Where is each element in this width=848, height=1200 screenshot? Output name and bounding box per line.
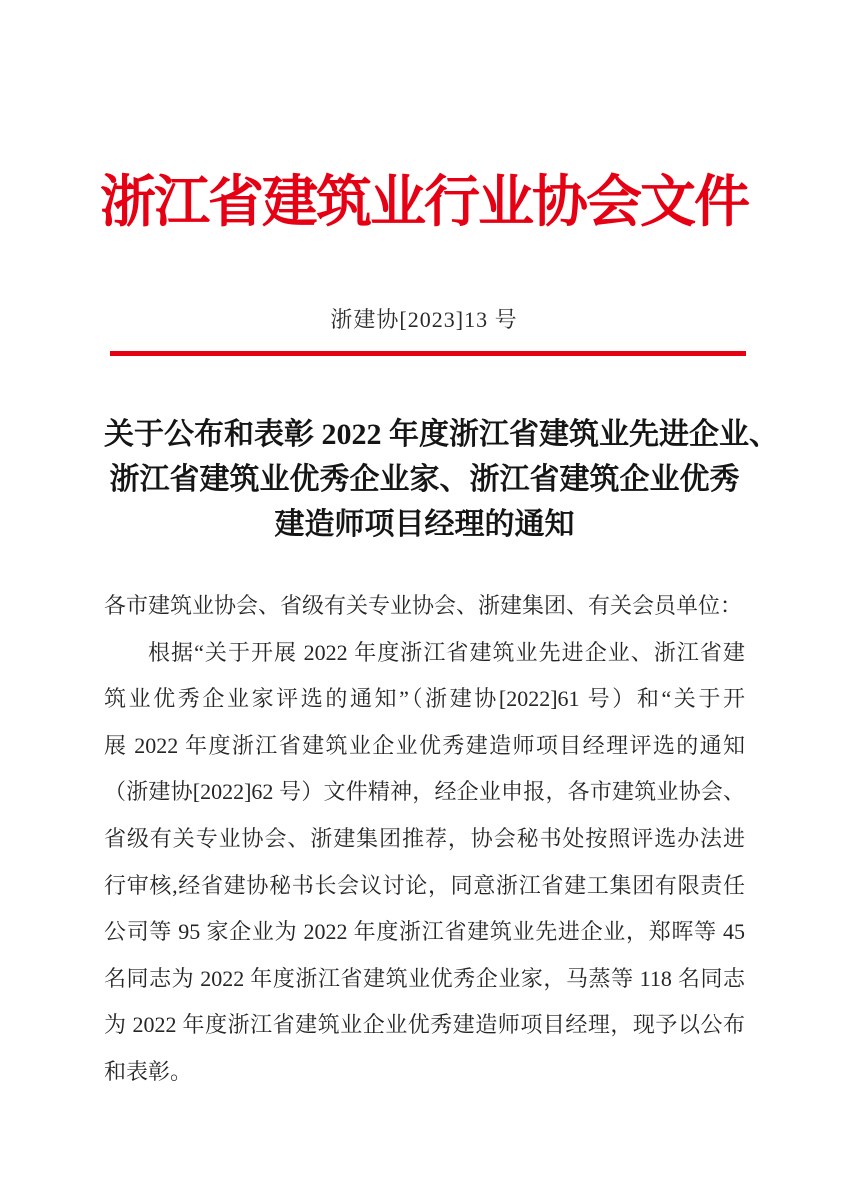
notice-title-line: 关于公布和表彰 2022 年度浙江省建筑业先进企业、	[104, 418, 779, 451]
paragraph-line: 名同志为 2022 年度浙江省建筑业优秀企业家，马蒸等 118 名同志	[104, 965, 745, 991]
paragraph-line: 和表彰。	[104, 1058, 193, 1084]
document-body	[104, 583, 745, 1096]
paragraph-line: 行审核,经省建协秘书长会议讨论，同意浙江省建工集团有限责任	[104, 872, 745, 898]
notice-title	[104, 412, 779, 547]
body-paragraph	[104, 630, 745, 1096]
paragraph-line: 根据“关于开展 2022 年度浙江省建筑业先进企业、浙江省建	[148, 639, 745, 665]
doc-number: 浙建协[2023]13 号	[330, 307, 518, 332]
paragraph-line: 展 2022 年度浙江省建筑业企业优秀建造师项目经理评选的通知	[104, 732, 745, 758]
salutation: 各市建筑业协会、省级有关专业协会、浙建集团、有关会员单位：	[104, 593, 743, 618]
paragraph-line: 为 2022 年度浙江省建筑业企业优秀建造师项目经理，现予以公布	[104, 1012, 745, 1038]
notice-title-line: 建造师项目经理的通知	[274, 508, 575, 541]
paragraph-line: 公司等 95 家企业为 2022 年度浙江省建筑业先进企业，郑晖等 45	[104, 919, 745, 945]
notice-title-line: 浙江省建筑业优秀企业家、浙江省建筑企业优秀	[109, 463, 740, 496]
paragraph-line: 省级有关专业协会、浙建集团推荐，协会秘书处按照评选办法进	[104, 825, 745, 851]
org-title: 浙江省建筑业行业协会文件	[100, 172, 748, 234]
paragraph-line: （浙建协[2022]62 号）文件精神，经企业申报，各市建筑业协会、	[104, 779, 745, 805]
red-divider-line	[110, 351, 746, 356]
paragraph-line: 筑业优秀企业家评选的通知”（浙建协[2022]61 号）和“关于开	[104, 686, 745, 712]
